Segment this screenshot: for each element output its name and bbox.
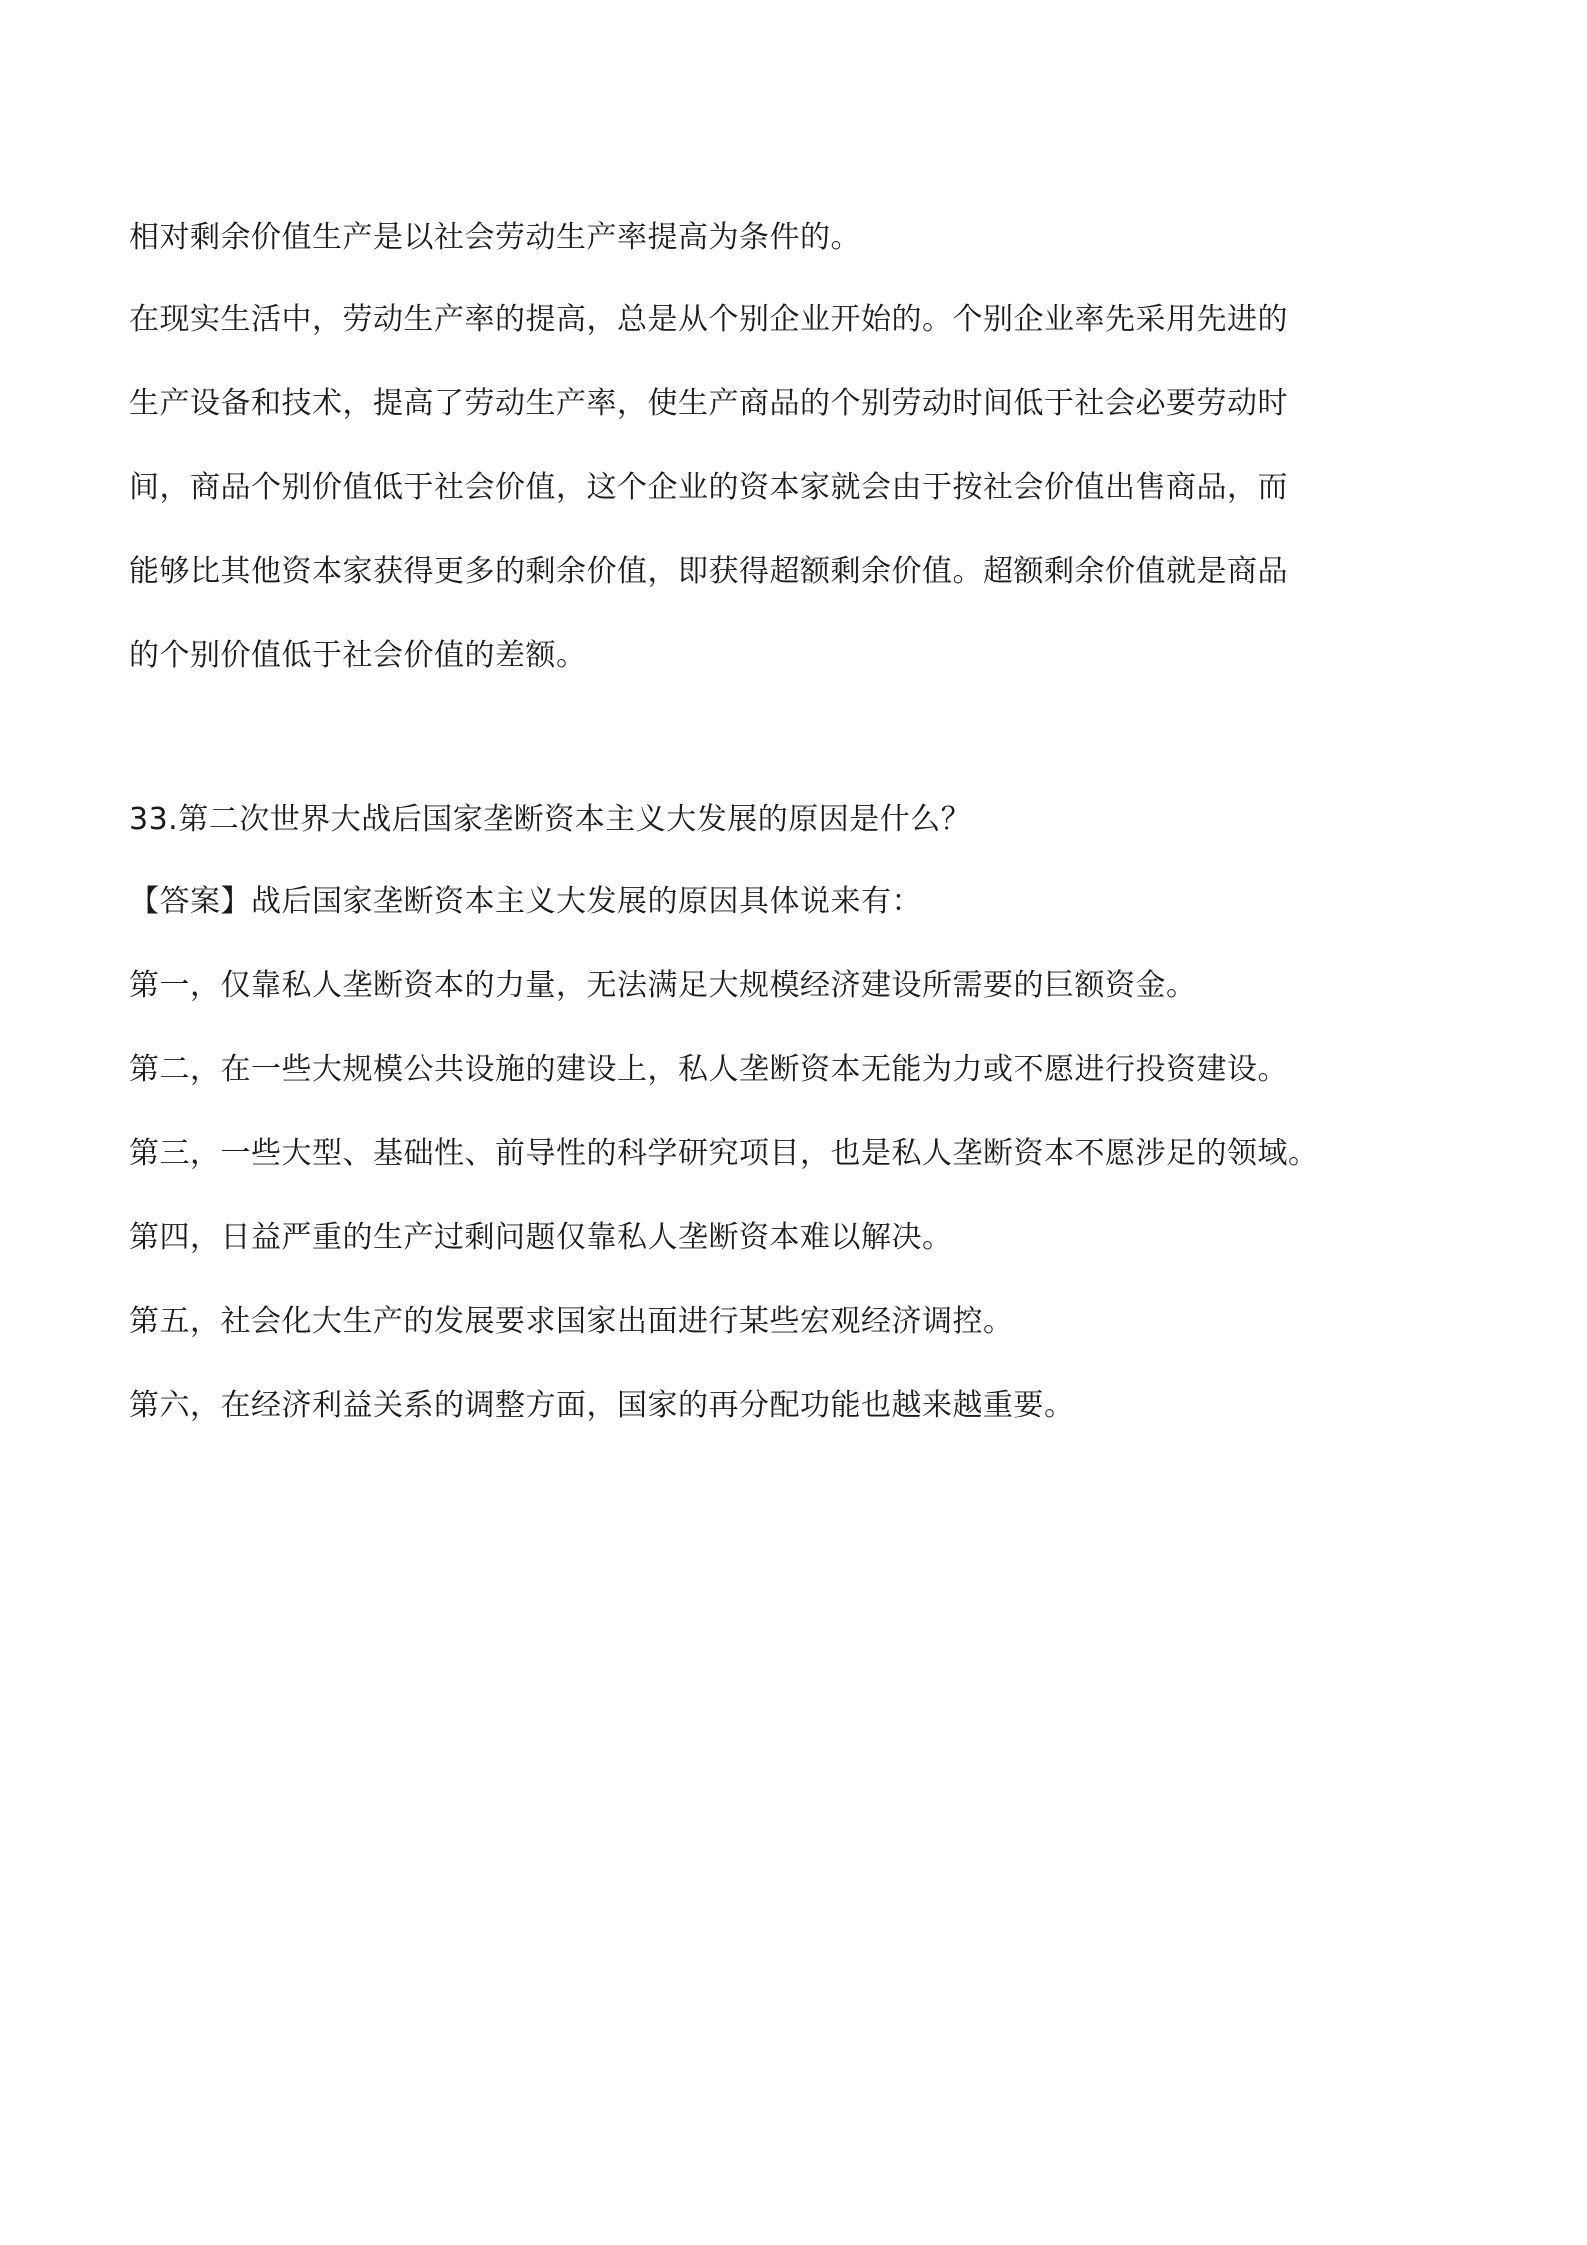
paragraph-2-line: 生产设备和技术，提高了劳动生产率，使生产商品的个别劳动时间低于社会必要劳动时 [129, 386, 1288, 421]
answer-points [129, 944, 1319, 1448]
answer-text: 战后国家垄断资本主义大发展的原因具体说来有： [251, 884, 922, 919]
answer-line [129, 860, 922, 944]
paragraph-2-line: 的个别价值低于社会价值的差额。 [129, 638, 587, 673]
paragraph-2-line: 能够比其他资本家获得更多的剩余价值，即获得超额剩余价值。超额剩余价值就是商品 [129, 554, 1288, 589]
answer-point: 第五，社会化大生产的发展要求国家出面进行某些宏观经济调控。 [129, 1304, 1014, 1339]
answer-point: 第一，仅靠私人垄断资本的力量，无法满足大规模经济建设所需要的巨额资金。 [129, 968, 1197, 1003]
answer-label: 【答案】 [129, 884, 251, 919]
paragraph-2-line: 间，商品个别价值低于社会价值，这个企业的资本家就会由于按社会价值出售商品，而 [129, 470, 1288, 505]
answer-point: 第三，一些大型、基础性、前导性的科学研究项目，也是私人垄断资本不愿涉足的领域。 [129, 1136, 1319, 1171]
answer-point: 第二，在一些大规模公共设施的建设上，私人垄断资本无能为力或不愿进行投资建设。 [129, 1052, 1288, 1087]
answer-point: 第四，日益严重的生产过剩问题仅靠私人垄断资本难以解决。 [129, 1220, 953, 1255]
paragraph-1: 相对剩余价值生产是以社会劳动生产率提高为条件的。 [129, 220, 861, 255]
paragraph-2-line: 在现实生活中，劳动生产率的提高，总是从个别企业开始的。个别企业率先采用先进的 [129, 302, 1288, 337]
question-33: 33.第二次世界大战后国家垄断资本主义大发展的原因是什么？ [129, 802, 972, 837]
paragraph-2 [129, 278, 1359, 698]
answer-point: 第六，在经济利益关系的调整方面，国家的再分配功能也越来越重要。 [129, 1388, 1075, 1423]
